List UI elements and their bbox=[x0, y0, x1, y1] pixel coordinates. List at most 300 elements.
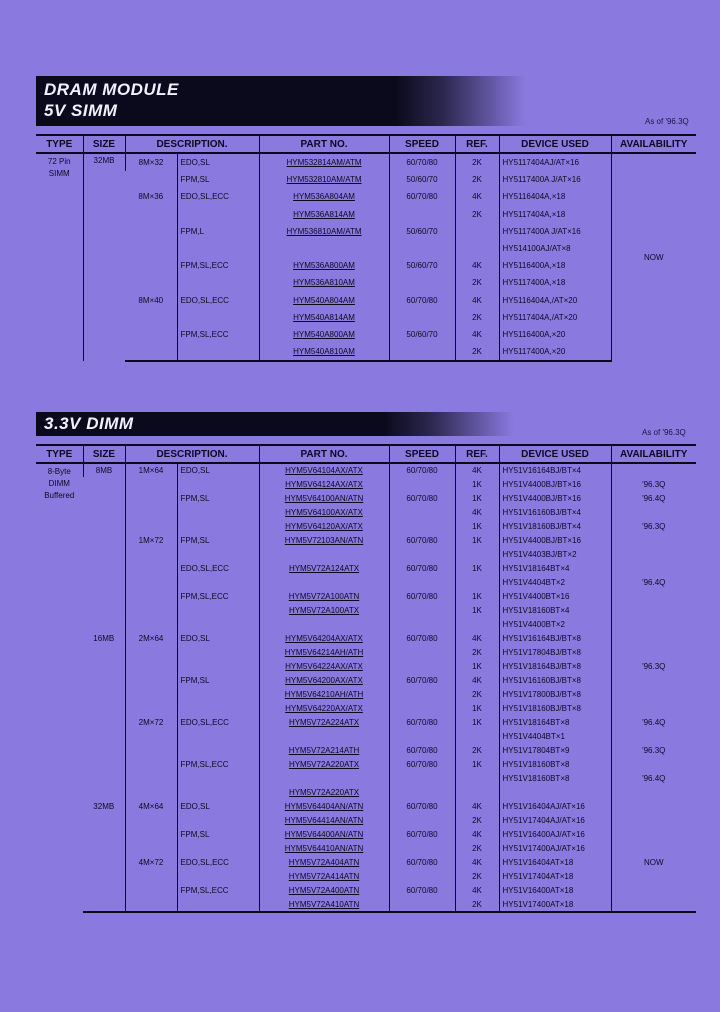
availability bbox=[611, 799, 696, 813]
availability: '96.3Q bbox=[611, 477, 696, 491]
availability: '96.4Q bbox=[611, 575, 696, 589]
table-row bbox=[36, 855, 696, 869]
availability bbox=[611, 841, 696, 855]
module-size bbox=[83, 855, 125, 869]
table-row bbox=[36, 701, 696, 715]
device-used: HY51V4400BT×16 bbox=[499, 589, 611, 603]
as-of-note-simm: As of '96.3Q bbox=[645, 117, 689, 126]
table-row bbox=[36, 326, 696, 343]
organization bbox=[125, 743, 177, 757]
availability: '96.3Q bbox=[611, 519, 696, 533]
organization bbox=[125, 589, 177, 603]
part-no: HYM5V64204AX/ATX bbox=[259, 631, 389, 645]
ref: 1K bbox=[455, 491, 499, 505]
organization bbox=[125, 561, 177, 575]
speed: 50/60/70 bbox=[389, 257, 455, 274]
description: EDO,SL bbox=[177, 153, 259, 171]
device-used: HY5117400A,×20 bbox=[499, 343, 611, 361]
availability bbox=[611, 813, 696, 827]
part-no bbox=[259, 617, 389, 631]
header-ref: REF. bbox=[455, 135, 499, 153]
module-size bbox=[83, 827, 125, 841]
module-size bbox=[83, 841, 125, 855]
module-size bbox=[83, 883, 125, 897]
ref: 4K bbox=[455, 505, 499, 519]
description bbox=[177, 603, 259, 617]
device-used: HY51V16404AT×18 bbox=[499, 855, 611, 869]
speed: 60/70/80 bbox=[389, 757, 455, 771]
availability bbox=[611, 687, 696, 701]
table-row bbox=[36, 343, 696, 361]
table-row bbox=[36, 491, 696, 505]
description: FPM,SL,ECC bbox=[177, 883, 259, 897]
description: FPM,SL bbox=[177, 533, 259, 547]
simm-header-row bbox=[36, 135, 696, 153]
organization: 2M×72 bbox=[125, 715, 177, 729]
speed bbox=[389, 687, 455, 701]
module-size bbox=[83, 547, 125, 561]
header-part-no: PART NO. bbox=[259, 135, 389, 153]
device-used: HY51V17400AT×18 bbox=[499, 897, 611, 911]
header-description: DESCRIPTION. bbox=[125, 135, 259, 153]
table-row bbox=[36, 841, 696, 855]
speed bbox=[389, 505, 455, 519]
ref bbox=[455, 240, 499, 257]
table-row bbox=[36, 631, 696, 645]
organization bbox=[125, 827, 177, 841]
description bbox=[177, 645, 259, 659]
module-size bbox=[83, 701, 125, 715]
speed: 60/70/80 bbox=[389, 533, 455, 547]
part-no: HYM540A804AM bbox=[259, 292, 389, 309]
header-device-used: DEVICE USED bbox=[499, 135, 611, 153]
table-row bbox=[36, 477, 696, 491]
speed bbox=[389, 477, 455, 491]
description bbox=[177, 813, 259, 827]
simm-table bbox=[36, 134, 696, 362]
speed: 60/70/80 bbox=[389, 491, 455, 505]
ref: 4K bbox=[455, 188, 499, 205]
availability bbox=[611, 645, 696, 659]
module-size bbox=[83, 673, 125, 687]
ref: 4K bbox=[455, 463, 499, 477]
part-no: HYM5V64100AX/ATX bbox=[259, 505, 389, 519]
banner-title: 3.3V DIMM bbox=[44, 414, 134, 433]
device-used: HY51V18160BJ/BT×4 bbox=[499, 519, 611, 533]
availability bbox=[611, 869, 696, 883]
description: EDO,SL bbox=[177, 463, 259, 477]
device-used: HY5116400A,×20 bbox=[499, 326, 611, 343]
part-no: HYM5V64210AH/ATH bbox=[259, 687, 389, 701]
description bbox=[177, 575, 259, 589]
ref bbox=[455, 785, 499, 799]
table-row bbox=[36, 547, 696, 561]
availability bbox=[611, 505, 696, 519]
module-size: 8MB bbox=[83, 463, 125, 477]
organization bbox=[125, 659, 177, 673]
table-row bbox=[36, 589, 696, 603]
device-used: HY51V4400BJ/BT×16 bbox=[499, 477, 611, 491]
device-used bbox=[499, 785, 611, 799]
organization bbox=[125, 505, 177, 519]
ref: 1K bbox=[455, 519, 499, 533]
description: FPM,SL,ECC bbox=[177, 757, 259, 771]
module-size bbox=[83, 477, 125, 491]
module-size bbox=[83, 757, 125, 771]
speed bbox=[389, 729, 455, 743]
description bbox=[177, 687, 259, 701]
organization bbox=[125, 519, 177, 533]
speed bbox=[389, 659, 455, 673]
speed: 60/70/80 bbox=[389, 589, 455, 603]
speed bbox=[389, 785, 455, 799]
part-no: HYM532810AM/ATM bbox=[259, 171, 389, 188]
dimm-header-row bbox=[36, 445, 696, 463]
availability: '96.4Q bbox=[611, 771, 696, 785]
part-no: HYM5V64120AX/ATX bbox=[259, 519, 389, 533]
organization bbox=[125, 603, 177, 617]
table-row bbox=[36, 687, 696, 701]
description: EDO,SL,ECC bbox=[177, 292, 259, 309]
description bbox=[177, 869, 259, 883]
ref bbox=[455, 223, 499, 240]
part-no: HYM540A810AM bbox=[259, 343, 389, 361]
speed: 60/70/80 bbox=[389, 827, 455, 841]
availability bbox=[611, 897, 696, 911]
speed bbox=[389, 869, 455, 883]
organization bbox=[125, 547, 177, 561]
availability bbox=[611, 561, 696, 575]
table-row bbox=[36, 561, 696, 575]
dimm-table bbox=[36, 444, 696, 913]
organization bbox=[125, 757, 177, 771]
organization bbox=[125, 841, 177, 855]
module-size bbox=[83, 869, 125, 883]
device-used: HY51V4400BT×2 bbox=[499, 617, 611, 631]
availability bbox=[611, 533, 696, 547]
module-size bbox=[83, 715, 125, 729]
part-no: HYM5V72A224ATX bbox=[259, 715, 389, 729]
description bbox=[177, 897, 259, 911]
ref: 4K bbox=[455, 326, 499, 343]
table-row bbox=[36, 785, 696, 799]
table-row bbox=[36, 223, 696, 240]
table-row bbox=[36, 206, 696, 223]
module-size bbox=[83, 589, 125, 603]
description bbox=[177, 477, 259, 491]
description: FPM,SL,ECC bbox=[177, 326, 259, 343]
device-used: HY51V17404AJ/AT×16 bbox=[499, 813, 611, 827]
table-row bbox=[36, 171, 696, 188]
table-row bbox=[36, 505, 696, 519]
device-used: HY51V18164BJ/BT×8 bbox=[499, 659, 611, 673]
organization: 4M×64 bbox=[125, 799, 177, 813]
device-used: HY51V16164BJ/BT×4 bbox=[499, 463, 611, 477]
device-used: HY51V18160BJ/BT×8 bbox=[499, 701, 611, 715]
speed: 60/70/80 bbox=[389, 715, 455, 729]
ref: 1K bbox=[455, 715, 499, 729]
table-row bbox=[36, 533, 696, 547]
ref: 1K bbox=[455, 589, 499, 603]
ref: 4K bbox=[455, 883, 499, 897]
speed bbox=[389, 645, 455, 659]
table-row bbox=[36, 309, 696, 326]
availability bbox=[611, 589, 696, 603]
part-no: HYM5V64220AX/ATX bbox=[259, 701, 389, 715]
header-description: DESCRIPTION. bbox=[125, 445, 259, 463]
description: FPM,L bbox=[177, 223, 259, 240]
description bbox=[177, 743, 259, 757]
part-no: HYM5V72103AN/ATN bbox=[259, 533, 389, 547]
organization bbox=[125, 687, 177, 701]
ref bbox=[455, 771, 499, 785]
header-speed: SPEED bbox=[389, 445, 455, 463]
part-no: HYM5V64410AN/ATN bbox=[259, 841, 389, 855]
device-used: HY5117404A,×18 bbox=[499, 206, 611, 223]
organization bbox=[125, 491, 177, 505]
device-used: HY51V17800BJ/BT×8 bbox=[499, 687, 611, 701]
speed: 50/60/70 bbox=[389, 223, 455, 240]
table-row bbox=[36, 729, 696, 743]
header-speed: SPEED bbox=[389, 135, 455, 153]
table-row bbox=[36, 257, 696, 274]
description: FPM,SL bbox=[177, 171, 259, 188]
speed bbox=[389, 519, 455, 533]
table-row bbox=[36, 799, 696, 813]
device-used: HY51V17804BT×9 bbox=[499, 743, 611, 757]
availability: '96.3Q bbox=[611, 743, 696, 757]
module-size bbox=[83, 505, 125, 519]
as-of-note-dimm: As of '96.3Q bbox=[642, 428, 686, 437]
device-used: HY5117400A J/AT×16 bbox=[499, 223, 611, 240]
part-no: HYM5V64200AX/ATX bbox=[259, 673, 389, 687]
description bbox=[177, 729, 259, 743]
availability bbox=[611, 827, 696, 841]
module-size bbox=[83, 575, 125, 589]
availability bbox=[611, 785, 696, 799]
device-used: HY5116404A,×18 bbox=[499, 188, 611, 205]
ref: 2K bbox=[455, 206, 499, 223]
organization bbox=[125, 729, 177, 743]
device-used: HY51V17400AJ/AT×16 bbox=[499, 841, 611, 855]
speed bbox=[389, 897, 455, 911]
table-row bbox=[36, 292, 696, 309]
organization bbox=[125, 771, 177, 785]
device-used: HY514100AJ/AT×8 bbox=[499, 240, 611, 257]
organization bbox=[125, 813, 177, 827]
organization bbox=[125, 785, 177, 799]
part-no: HYM5V72A214ATH bbox=[259, 743, 389, 757]
organization bbox=[125, 883, 177, 897]
device-used: HY5117404A,/AT×20 bbox=[499, 309, 611, 326]
table-row bbox=[36, 659, 696, 673]
table-row bbox=[36, 827, 696, 841]
banner-gradient bbox=[384, 412, 514, 436]
ref: 2K bbox=[455, 841, 499, 855]
module-size bbox=[83, 617, 125, 631]
speed bbox=[389, 274, 455, 291]
ref: 2K bbox=[455, 153, 499, 171]
speed: 60/70/80 bbox=[389, 743, 455, 757]
organization: 4M×72 bbox=[125, 855, 177, 869]
speed: 60/70/80 bbox=[389, 153, 455, 171]
table-row bbox=[36, 813, 696, 827]
organization bbox=[125, 645, 177, 659]
header-part-no: PART NO. bbox=[259, 445, 389, 463]
module-size bbox=[83, 561, 125, 575]
module-size bbox=[83, 771, 125, 785]
availability bbox=[611, 673, 696, 687]
device-used: HY51V17804BJ/BT×8 bbox=[499, 645, 611, 659]
part-no: HYM536A800AM bbox=[259, 257, 389, 274]
device-used: HY51V4404BT×2 bbox=[499, 575, 611, 589]
ref bbox=[455, 575, 499, 589]
part-no: HYM5V64124AX/ATX bbox=[259, 477, 389, 491]
speed bbox=[389, 771, 455, 785]
part-no: HYM5V64224AX/ATX bbox=[259, 659, 389, 673]
banner-title-line1: DRAM MODULE bbox=[44, 80, 179, 99]
availability bbox=[611, 631, 696, 645]
description: FPM,SL bbox=[177, 491, 259, 505]
description: EDO,SL,ECC bbox=[177, 188, 259, 205]
device-used: HY5117404AJ/AT×16 bbox=[499, 153, 611, 171]
description: FPM,SL,ECC bbox=[177, 589, 259, 603]
speed bbox=[389, 547, 455, 561]
availability bbox=[611, 547, 696, 561]
part-no: HYM536A804AM bbox=[259, 188, 389, 205]
description bbox=[177, 547, 259, 561]
organization bbox=[125, 309, 177, 326]
organization: 8M×40 bbox=[138, 295, 164, 305]
ref: 2K bbox=[455, 309, 499, 326]
header-device-used: DEVICE USED bbox=[499, 445, 611, 463]
device-used: HY51V18164BT×8 bbox=[499, 715, 611, 729]
table-row bbox=[36, 153, 696, 171]
module-type: 8-Byte DIMM Buffered bbox=[44, 467, 75, 500]
part-no: HYM5V64214AH/ATH bbox=[259, 645, 389, 659]
table-row bbox=[36, 869, 696, 883]
ref: 1K bbox=[455, 757, 499, 771]
device-used: HY51V17404AT×18 bbox=[499, 869, 611, 883]
description: FPM,SL bbox=[177, 827, 259, 841]
ref: 2K bbox=[455, 645, 499, 659]
module-size: 16MB bbox=[93, 633, 115, 643]
ref bbox=[455, 617, 499, 631]
organization bbox=[125, 206, 177, 223]
description bbox=[177, 206, 259, 223]
availability bbox=[611, 883, 696, 897]
description: EDO,SL,ECC bbox=[177, 855, 259, 869]
table-row bbox=[36, 673, 696, 687]
table-row bbox=[36, 575, 696, 589]
organization: 1M×64 bbox=[125, 463, 177, 477]
speed bbox=[389, 841, 455, 855]
section-banner-simm bbox=[36, 76, 396, 126]
ref: 1K bbox=[455, 659, 499, 673]
speed: 60/70/80 bbox=[389, 883, 455, 897]
ref bbox=[455, 729, 499, 743]
device-used: HY51V18160BT×8 bbox=[499, 771, 611, 785]
ref: 2K bbox=[455, 869, 499, 883]
module-size bbox=[83, 603, 125, 617]
device-used: HY51V18160BT×4 bbox=[499, 603, 611, 617]
table-row bbox=[36, 645, 696, 659]
availability bbox=[611, 603, 696, 617]
ref: 1K bbox=[455, 701, 499, 715]
table-row bbox=[36, 617, 696, 631]
ref: 2K bbox=[455, 687, 499, 701]
part-no bbox=[259, 575, 389, 589]
speed: 60/70/80 bbox=[389, 799, 455, 813]
ref: 2K bbox=[455, 343, 499, 361]
device-used: HY5116404A,/AT×20 bbox=[499, 292, 611, 309]
part-no bbox=[259, 771, 389, 785]
part-no: HYM540A814AM bbox=[259, 309, 389, 326]
table-row bbox=[36, 603, 696, 617]
device-used: HY51V16160BJ/BT×8 bbox=[499, 673, 611, 687]
part-no: HYM532814AM/ATM bbox=[259, 153, 389, 171]
organization bbox=[125, 171, 177, 188]
module-size bbox=[83, 897, 125, 911]
part-no: HYM5V72A124ATX bbox=[259, 561, 389, 575]
module-type: 72 Pin SIMM bbox=[47, 157, 71, 178]
header-size: SIZE bbox=[83, 135, 125, 153]
part-no: HYM5V72A414ATN bbox=[259, 869, 389, 883]
speed: 50/60/70 bbox=[389, 326, 455, 343]
header-size: SIZE bbox=[83, 445, 125, 463]
module-size: 32MB bbox=[83, 153, 125, 361]
ref: 4K bbox=[455, 827, 499, 841]
module-size bbox=[83, 491, 125, 505]
speed: 60/70/80 bbox=[389, 292, 455, 309]
table-row bbox=[36, 897, 696, 911]
device-used: HY5117400A,×18 bbox=[499, 274, 611, 291]
description bbox=[177, 505, 259, 519]
description bbox=[177, 343, 259, 361]
header-type: TYPE bbox=[36, 445, 83, 463]
device-used: HY51V4400BJ/BT×16 bbox=[499, 491, 611, 505]
speed bbox=[389, 343, 455, 361]
speed bbox=[389, 240, 455, 257]
device-used: HY51V18160BT×8 bbox=[499, 757, 611, 771]
organization: 1M×72 bbox=[125, 533, 177, 547]
part-no: HYM5V72A220ATX bbox=[259, 785, 389, 799]
header-availability: AVAILABILITY bbox=[611, 445, 696, 463]
device-used: HY51V16400AJ/AT×16 bbox=[499, 827, 611, 841]
speed: 60/70/80 bbox=[389, 188, 455, 205]
device-used: HY51V16164BJ/BT×8 bbox=[499, 631, 611, 645]
module-size bbox=[83, 533, 125, 547]
module-size bbox=[83, 743, 125, 757]
speed bbox=[389, 701, 455, 715]
speed: 50/60/70 bbox=[389, 171, 455, 188]
description: FPM,SL bbox=[177, 673, 259, 687]
organization bbox=[125, 240, 177, 257]
speed: 60/70/80 bbox=[389, 631, 455, 645]
description bbox=[177, 785, 259, 799]
module-size bbox=[83, 785, 125, 799]
header-availability: AVAILABILITY bbox=[611, 135, 696, 153]
availability bbox=[611, 757, 696, 771]
availability: '96.3Q bbox=[611, 659, 696, 673]
organization bbox=[125, 326, 177, 343]
device-used: HY51V16404AJ/AT×16 bbox=[499, 799, 611, 813]
table-row bbox=[36, 743, 696, 757]
part-no bbox=[259, 240, 389, 257]
part-no bbox=[259, 729, 389, 743]
organization bbox=[125, 477, 177, 491]
speed bbox=[389, 813, 455, 827]
